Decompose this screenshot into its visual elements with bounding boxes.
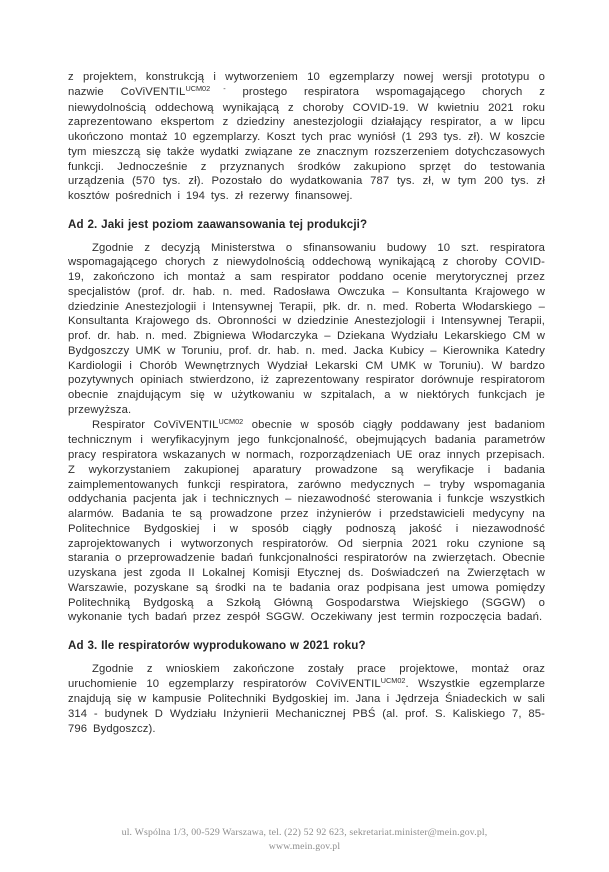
section-heading: Ad 2. Jaki jest poziom zaawansowania tej produkcji? (68, 217, 368, 231)
paragraph (68, 70, 545, 204)
paragraph-text: Respirator CoViVENTIL (92, 418, 219, 431)
page-footer (0, 826, 609, 854)
paragraph-text: Zgodnie z wnioskiem zakończone zostały prace projektowe, montaż oraz uruchomienie 10 egzemplarzy respiratorów CoViVENTIL (68, 662, 545, 690)
superscript-text: UCM02 (380, 675, 406, 685)
paragraph (68, 241, 545, 418)
paragraph-text: . Wszystkie egzemplarze znajdują się w kampusie Politechniki Bydgoskiej im. Jana i Jędrzeja Śniadeckich w sali 314 - budynek D Wydziału Inżynierii Mechanicznej PBŚ (al. prof. S. Kaliskiego 7, 85-796 Bydgoszcz). (68, 677, 546, 735)
paragraph-text: Zgodnie z decyzją Ministerstwa o sfinansowaniu budowy 10 szt. respiratora wspomagającego chorych z niewydolnością oddechową wynikającą z choroby COVID-19, zakończono ich montaż a sam respirator poddano ocenie merytorycznej przez specjalistów (prof. dr. hab. n. med. Radosława Owczuka – Konsultanta Krajowego w dziedzinie Anestezjologii i Intensywnej Terapii, płk. dr. n. med. Roberta Włodarskiego – Konsultanta Krajowego ds. Obronności w dziedzinie Anestezjologii i Intensywnej Terapii, prof. dr. hab. n. med. Zbigniewa Włodarczyka – Dziekana Wydziału Lekarskiego CM w Bydgoszczy UMK w Toruniu, prof. dr. hab. n. med. Jacka Kubicy – Kierownika Katedry Kardiologii i Chorób Wewnętrznych Wydział Lekarski CM UMK w Toruniu). W bardzo pozytywnych opiniach stwierdzono, iż zaprezentowany respirator dorównuje respiratorom obecnie znajdującym się w użytkowaniu w szpitalach, a w niektórych funkcjach je przewyższa. (68, 241, 545, 416)
section-heading: Ad 3. Ile respiratorów wyprodukowano w 2021 roku? (68, 639, 366, 652)
paragraph (68, 418, 545, 626)
footer-address-line: ul. Wspólna 1/3, 00-529 Warszawa, tel. (22) 52 92 623, sekretariat.minister@mein.gov.pl, (121, 827, 488, 838)
paragraph-text: prostego respiratora wspomagającego chorych z niewydolnością oddechową wynikającą z choroby COVID-19. W kwietniu 2021 roku zaprezentowano ekspertom z dziedziny anestezjologii działający respirator, a w lipcu ukończono montaż 10 egzemplarzy. Koszt tych prac wyniósł (1 293 tys. zł). W koszcie tym mieszczą się także wydatki związane ze znacznym rozszerzeniem dotychczasowych funkcji. Jednocześnie z przyznanych środków zakupiono sprzęt do testowania urządzenia (570 tys. zł). Pozostało do wydatkowania 787 tys. zł, w tym 200 tys. zł kosztów pośrednich i 194 tys. zł rezerwy finansowej. (68, 85, 545, 202)
paragraph-text: obecnie w sposób ciągły poddawany jest badaniom technicznym i weryfikacyjnym jego funkcjonalność, obejmujących badania parametrów pracy respiratora wskazanych w normach, rozporządzeniach UE oraz innych przepisach. Z wykorzystaniem zakupionej aparatury prowadzone są weryfikacje i badania zaimplementowanych funkcji respiratora, zarówno medycznych – tryby wspomagania oddychania pacjenta jak i technicznych – niezawodność sterowania i funkcje wszystkich alarmów. Badania te są prowadzone przez inżynierów i przedstawicieli medycyny na Politechnice Bydgoskiej i w sposób ciągły podnoszą jakość i niezawodność zaprojektowanych i wytworzonych respiratorów. Od sierpnia 2021 roku czynione są starania o przeprowadzenie badań funkcjonalności respiratorów na zwierzętach. Obecnie uzyskana jest zgoda II Lokalnej Komisji Etycznej ds. Doświadczeń na Zwierzętach w Warszawie, pozyskane są środki na te badania oraz podpisana jest umowa pomiędzy Politechniką Bydgoską a Szkołą Główną Gospodarstwa Wiejskiego (SGGW) o wykonanie tych badań przez zespół SGGW. Oczekiwany jest termin rozpoczęcia badań. (68, 418, 545, 624)
superscript-text: UCM02 - (185, 83, 226, 93)
paragraph-text: z projektem, konstrukcją i wytworzeniem 10 egzemplarzy nowej wersji prototypu o nazwie CoViVENTIL (68, 71, 545, 98)
document-body (68, 70, 545, 737)
footer-website: www.mein.gov.pl (268, 841, 341, 852)
superscript-text: UCM02 (218, 416, 244, 426)
paragraph (68, 662, 545, 737)
